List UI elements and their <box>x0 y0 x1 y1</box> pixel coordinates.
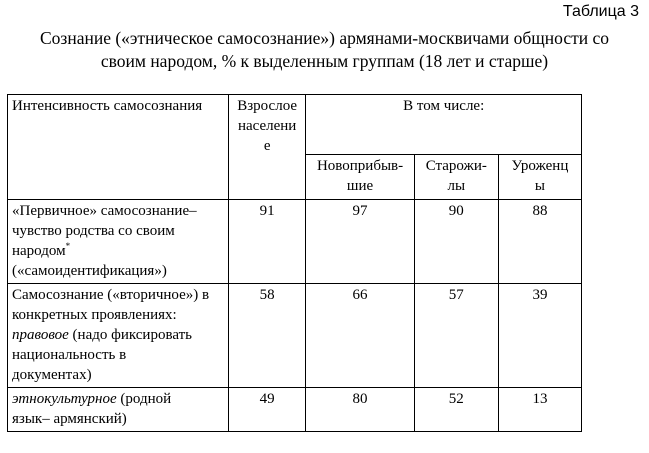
cell-newcomers: 97 <box>306 200 414 284</box>
cell-adult: 91 <box>228 200 306 284</box>
header-natives-line-2: ы <box>534 178 545 194</box>
caption-line-2: своим народом, % к выделенным группам (18 лет и старше) <box>100 51 549 71</box>
cell-newcomers: 66 <box>306 284 414 388</box>
row-label-ethnocultural <box>8 388 229 432</box>
header-adult-line-2: населени <box>237 118 297 134</box>
table-row <box>8 284 582 388</box>
row1-line-4: («самоидентификация») <box>12 263 167 279</box>
row1-line-1: «Первичное» самосознание– <box>12 203 197 219</box>
header-newcomers <box>306 155 414 200</box>
header-newcomers-line-1: Новоприбыв- <box>316 158 404 174</box>
header-newcomers-line-2: шие <box>346 178 374 194</box>
cell-newcomers: 80 <box>306 388 414 432</box>
header-row <box>8 95 582 155</box>
header-adult-population <box>228 95 306 200</box>
row3-line-1: этнокультурное (родной <box>12 391 172 407</box>
row2-line-2: конкретных проявлениях: <box>12 307 177 323</box>
cell-old-residents: 90 <box>414 200 498 284</box>
row-label-primary <box>8 200 229 284</box>
table-number-label: Таблица 3 <box>562 3 639 20</box>
header-adult-line-3: е <box>263 138 271 154</box>
header-natives <box>498 155 581 200</box>
header-old-residents <box>414 155 498 200</box>
row3-line-2: язык– армянский) <box>12 411 127 427</box>
cell-old-residents: 57 <box>414 284 498 388</box>
table-row <box>8 388 582 432</box>
footnote-marker: * <box>65 241 71 251</box>
cell-adult: 49 <box>228 388 306 432</box>
data-table <box>7 94 582 432</box>
cell-natives: 39 <box>498 284 581 388</box>
row2-line-3: правовое (надо фиксировать <box>12 327 193 343</box>
cell-old-residents: 52 <box>414 388 498 432</box>
row-label-secondary <box>8 284 229 388</box>
table-caption <box>0 27 649 73</box>
cell-adult: 58 <box>228 284 306 388</box>
cell-natives: 88 <box>498 200 581 284</box>
header-natives-line-1: Уроженц <box>511 158 569 174</box>
header-adult-line-1: Взрослое <box>237 98 298 114</box>
header-including: В том числе: <box>306 95 582 155</box>
row1-line-2: чувство родства со своим <box>12 223 175 239</box>
header-intensity: Интенсивность самосознания <box>8 95 229 200</box>
header-old-line-2: лы <box>447 178 466 194</box>
row2-line-1: Самосознание («вторичное») в <box>12 287 210 303</box>
row2-line-5: документах) <box>12 367 92 383</box>
row1-line-3: народом* <box>12 241 71 259</box>
cell-natives: 13 <box>498 388 581 432</box>
caption-line-1: Сознание («этническое самосознание») армянами-москвичами общности со <box>40 28 609 48</box>
row2-line-4: национальность в <box>12 347 127 363</box>
table-row <box>8 200 582 284</box>
header-old-line-1: Старожи- <box>425 158 487 174</box>
